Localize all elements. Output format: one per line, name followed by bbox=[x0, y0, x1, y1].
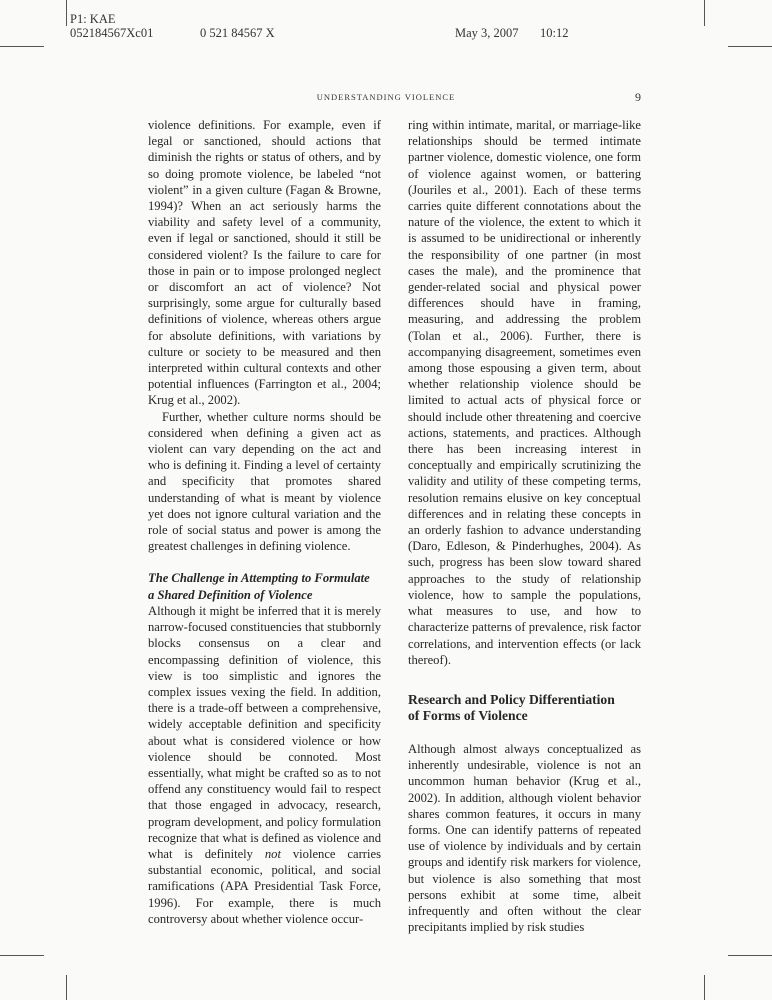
printer-slug bbox=[70, 12, 153, 40]
left-paragraph-3 bbox=[148, 603, 381, 927]
section-heading-challenge bbox=[148, 570, 381, 602]
crop-mark-top-left-horizontal bbox=[0, 46, 44, 47]
left-paragraph-1: violence definitions. For example, even if legal or sanctioned, should actions that diminish the rights or status of others, and by so doing promote violence, be labeled “not violent” in a given culture (Fagan & Browne, 1994)? When an act seriously harms the viability and safety level of a community, even if legal or sanctioned, should it still be considered violent? Is the failure to care for those in pain or to impose prolonged neglect or discomfort an act of violence? Not surprisingly, some argue for culturally based definitions of violence, whereas others argue for absolute definitions, with variations by culture or society to be measured and then interpreted within cultural contexts and other potential influences (Farrington et al., 2004; Krug et al., 2002). bbox=[148, 118, 381, 408]
section-heading-challenge-line1: The Challenge in Attempting to Formulate bbox=[148, 571, 370, 586]
left-paragraph-2: Further, whether culture norms should be considered when defining a given act as violent can vary depending on the act and who is defining it. Finding a level of certainty and specificity that promotes shared understanding of what is meant by violence yet does not ignore cultural variation and the role of social status and power is among the greatest challenges in defining violence. bbox=[148, 409, 381, 554]
slug-date: May 3, 2007 bbox=[455, 26, 519, 40]
left-paragraph-3-emphasis: not bbox=[264, 846, 281, 861]
section-heading-challenge-line2: a Shared Definition of Violence bbox=[148, 587, 313, 602]
section-heading-research bbox=[408, 692, 641, 725]
section-heading-research-line2: of Forms of Violence bbox=[408, 708, 528, 724]
left-column bbox=[148, 117, 381, 927]
crop-mark-top-right-vertical bbox=[704, 0, 705, 26]
right-column bbox=[408, 117, 641, 935]
crop-mark-top-left-vertical bbox=[66, 0, 67, 26]
right-paragraph-2: Although almost always conceptualized as inherently undesirable, violence is not an uncommon human behavior (Krug et al., 2002). In addition, although violent behavior shares common features, it occurs in many forms. One can identify patterns of repeated use of violence by individuals and by certain groups and identify risk markers for violence, but violence is also something that most persons exhibit at some time, albeit infrequently and often without the clear precipitants implied by risk studies bbox=[408, 741, 641, 935]
right-paragraph-1: ring within intimate, marital, or marriage-like relationships should be termed intimate partner violence, domestic violence, one form of violence against women, or battering (Jouriles et al., 2001). Each of these terms carries quite different connotations about the nature of the violence, the extent to which it is assumed to be unidirectional or inherently the responsibility of one partner (in most cases the male), and the prominence that gender-related social and physical power differences should have in framing, measuring, and addressing the problem (Tolan et al., 2006). Further, there is accompanying disagreement, sometimes even among those espousing a given term, about whether relationship violence should be limited to actual acts of physical force or should include other threatening and coercive actions, statements, and practices. Although there has been increasing interest in conceptually and empirically scrutinizing the validity and utility of these competing terms, resolution remains elusive on key conceptual differences and in relating these concepts in an orderly fashion to advance understanding (Daro, Edleson, & Pinderhughes, 2004). As such, progress has been slow toward shared approaches to the study of relationship violence, how to sample the populations, what measures to use, and how to characterize patterns of prevalence, risk factor correlations, and intervention effects (or lack thereof). bbox=[408, 118, 641, 667]
crop-mark-top-right-horizontal bbox=[728, 46, 772, 47]
slug-time: 10:12 bbox=[540, 26, 569, 40]
running-head: UNDERSTANDING VIOLENCE bbox=[316, 92, 456, 102]
page-number: 9 bbox=[635, 90, 641, 104]
left-paragraph-3-part2: violence carries substantial economic, political, and social ramifications (APA Presidential Task Force, 1996). For example, there is much controversy about whether violence occur- bbox=[148, 846, 381, 926]
slug-line2: 052184567Xc01 bbox=[70, 26, 154, 40]
left-paragraph-3-part1: Although it might be inferred that it is merely narrow-focused constituencies that stubbornly blocks consensus on a clear and encompassing definition of violence, this view is too simplistic and ignores the complex issues vexing the field. In addition, there is a trade-off between a comprehensive, widely acceptable definition and specificity about what is considered violence or how violence should be connoted. Most essentially, what might be crafted so as to not offend any constituency would fail to respect that those engaged in advocacy, research, program development, and policy formulation recognize that what is defined as violence and what is definitely bbox=[148, 603, 381, 861]
crop-mark-bottom-left-vertical bbox=[66, 975, 67, 1000]
slug-line1: P1: KAE bbox=[70, 12, 116, 26]
slug-isbn: 0 521 84567 X bbox=[200, 26, 275, 40]
crop-mark-bottom-left-horizontal bbox=[0, 955, 44, 956]
section-heading-research-line1: Research and Policy Differentiation bbox=[408, 691, 615, 707]
crop-mark-bottom-right-vertical bbox=[704, 975, 705, 1000]
crop-mark-bottom-right-horizontal bbox=[728, 955, 772, 956]
